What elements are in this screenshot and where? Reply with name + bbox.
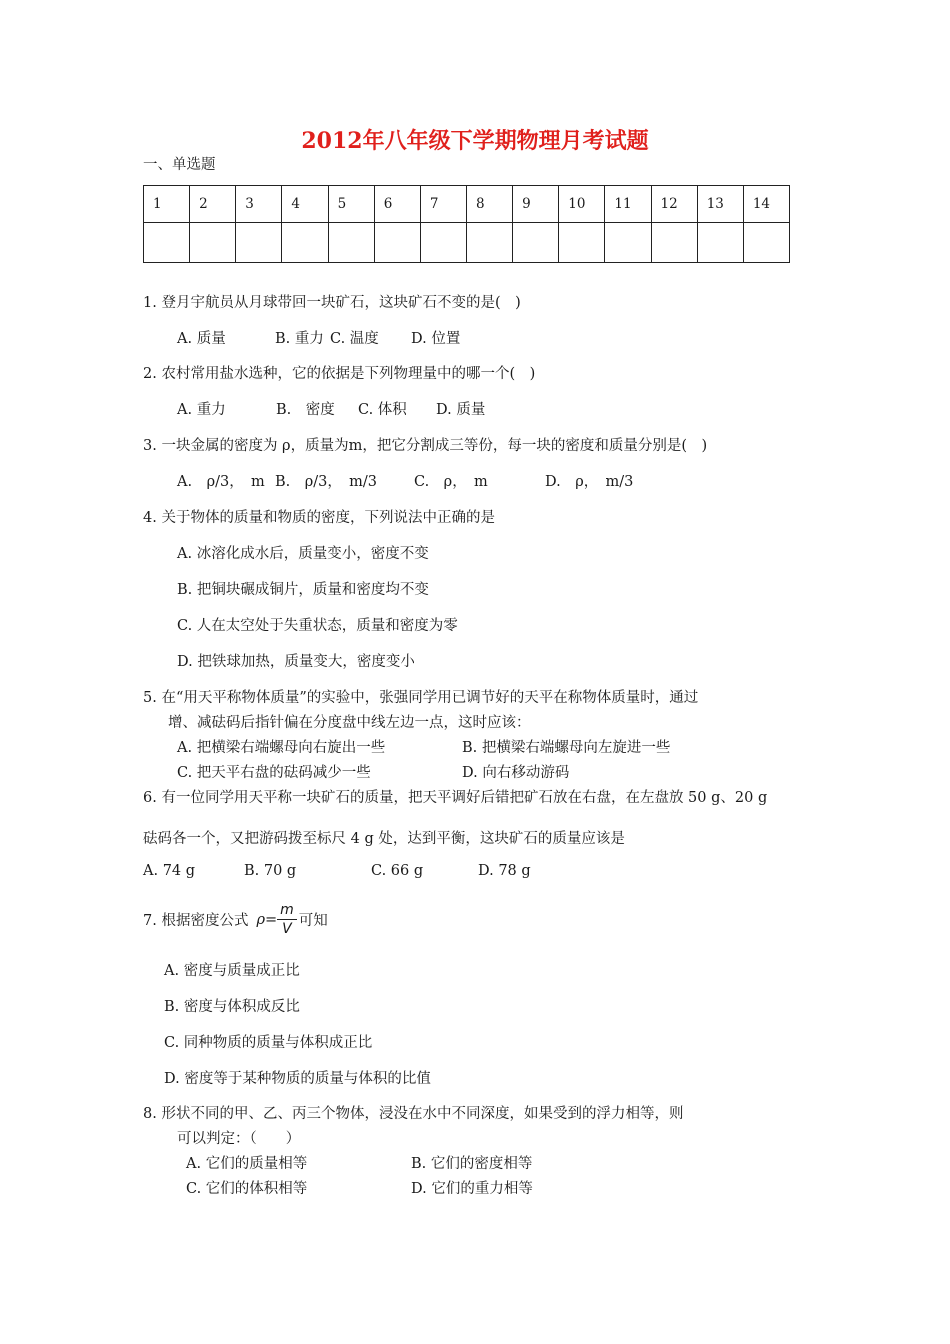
answer-blank-cell[interactable] bbox=[559, 223, 605, 263]
question-6-option-d: D. 78 g bbox=[478, 863, 531, 879]
question-8-stem: 8. 形状不同的甲、乙、丙三个物体，浸没在水中不同深度，如果受到的浮力相等，则 bbox=[143, 1106, 684, 1122]
answer-number-cell: 10 bbox=[559, 186, 605, 223]
question-2-stem: 2. 农村常用盐水选种，它的依据是下列物理量中的哪一个( ) bbox=[143, 366, 536, 382]
answer-blank-cell[interactable] bbox=[513, 223, 559, 263]
question-7-option-b: B. 密度与体积成反比 bbox=[164, 999, 300, 1015]
question-8-option-a: A. 它们的质量相等 bbox=[186, 1156, 308, 1172]
answer-number-cell: 13 bbox=[697, 186, 743, 223]
answer-blank-cell[interactable] bbox=[144, 223, 190, 263]
question-3-option-c: C. ρ， m bbox=[414, 474, 488, 490]
answer-number-cell: 5 bbox=[328, 186, 374, 223]
question-6-option-b: B. 70 g bbox=[244, 863, 297, 879]
question-5-option-d: D. 向右移动游码 bbox=[462, 765, 570, 781]
question-4-option-b: B. 把铜块碾成铜片，质量和密度均不变 bbox=[177, 582, 429, 598]
answer-number-cell: 6 bbox=[374, 186, 420, 223]
question-8-stem-cont: 可以判定：（ ） bbox=[177, 1131, 301, 1147]
answer-number-cell: 7 bbox=[420, 186, 466, 223]
question-4-stem: 4. 关于物体的质量和物质的密度，下列说法中正确的是 bbox=[143, 510, 495, 526]
page-title: 2012年八年级下学期物理月考试题 bbox=[301, 128, 649, 154]
question-6-stem: 6. 有一位同学用天平称一块矿石的质量，把天平调好后错把矿石放在右盘，在左盘放 50 g、20 g bbox=[143, 790, 768, 806]
answer-number-cell: 2 bbox=[190, 186, 236, 223]
question-7-stem bbox=[143, 902, 328, 937]
answer-number-cell: 12 bbox=[651, 186, 697, 223]
question-1-option-b: B. 重力 bbox=[275, 331, 324, 347]
question-8-option-d: D. 它们的重力相等 bbox=[411, 1181, 533, 1197]
question-6-option-a: A. 74 g bbox=[143, 863, 196, 879]
answer-number-cell: 14 bbox=[743, 186, 789, 223]
answer-table-blank-row bbox=[144, 223, 790, 263]
answer-blank-cell[interactable] bbox=[743, 223, 789, 263]
question-7-option-a: A. 密度与质量成正比 bbox=[164, 963, 300, 979]
question-6-option-c: C. 66 g bbox=[371, 863, 424, 879]
answer-number-cell: 4 bbox=[282, 186, 328, 223]
answer-number-cell: 11 bbox=[605, 186, 651, 223]
answer-blank-cell[interactable] bbox=[282, 223, 328, 263]
question-1-option-c: C. 温度 bbox=[330, 331, 379, 347]
question-7-stem-suffix: 可知 bbox=[298, 913, 328, 929]
question-2-option-a: A. 重力 bbox=[177, 402, 226, 418]
density-formula-denominator: V bbox=[282, 921, 292, 937]
question-6-stem-cont: 砝码各一个，又把游码拨至标尺 4 g 处，达到平衡，这块矿石的质量应该是 bbox=[143, 831, 625, 847]
question-2-option-c: C. 体积 bbox=[358, 402, 407, 418]
question-4-option-c: C. 人在太空处于失重状态，质量和密度为零 bbox=[177, 618, 458, 634]
section-heading: 一、单选题 bbox=[143, 157, 216, 173]
question-2-option-b: B. 密度 bbox=[276, 402, 335, 418]
question-3-option-a: A. ρ/3， m bbox=[177, 474, 265, 490]
question-1-stem: 1. 登月宇航员从月球带回一块矿石，这块矿石不变的是( ) bbox=[143, 295, 521, 311]
question-5-option-c: C. 把天平右盘的砝码减少一些 bbox=[177, 765, 371, 781]
question-5-stem: 5. 在“用天平称物体质量”的实验中，张强同学用已调节好的天平在称物体质量时，通过 bbox=[143, 690, 699, 706]
question-1-option-a: A. 质量 bbox=[177, 331, 226, 347]
question-8-option-b: B. 它们的密度相等 bbox=[411, 1156, 533, 1172]
answer-number-cell: 9 bbox=[513, 186, 559, 223]
question-3-option-b: B. ρ/3， m/3 bbox=[275, 474, 378, 490]
answer-blank-cell[interactable] bbox=[605, 223, 651, 263]
question-2-option-d: D. 质量 bbox=[436, 402, 486, 418]
question-4-option-d: D. 把铁球加热，质量变大，密度变小 bbox=[177, 654, 415, 670]
density-formula-numerator: m bbox=[277, 902, 297, 920]
question-7-option-d: D. 密度等于某种物质的质量与体积的比值 bbox=[164, 1071, 431, 1087]
density-formula-lhs: ρ= bbox=[256, 911, 278, 928]
question-7-option-c: C. 同种物质的质量与体积成正比 bbox=[164, 1035, 373, 1051]
question-8-option-c: C. 它们的体积相等 bbox=[186, 1181, 308, 1197]
answer-table-header-row bbox=[144, 186, 790, 223]
answer-blank-cell[interactable] bbox=[236, 223, 282, 263]
question-5-option-a: A. 把横梁右端螺母向右旋出一些 bbox=[177, 740, 386, 756]
question-5-option-b: B. 把横梁右端螺母向左旋进一些 bbox=[462, 740, 671, 756]
question-3-stem: 3. 一块金属的密度为 ρ，质量为m，把它分割成三等份，每一块的密度和质量分别是( ) bbox=[143, 438, 708, 454]
answer-blank-cell[interactable] bbox=[697, 223, 743, 263]
question-4-option-a: A. 冰溶化成水后，质量变小，密度不变 bbox=[177, 546, 429, 562]
answer-blank-cell[interactable] bbox=[651, 223, 697, 263]
question-1-option-d: D. 位置 bbox=[411, 331, 461, 347]
answer-blank-cell[interactable] bbox=[190, 223, 236, 263]
answer-blank-cell[interactable] bbox=[374, 223, 420, 263]
answer-table bbox=[143, 185, 790, 263]
answer-number-cell: 3 bbox=[236, 186, 282, 223]
answer-number-cell: 8 bbox=[466, 186, 512, 223]
answer-number-cell: 1 bbox=[144, 186, 190, 223]
question-7-stem-prefix: 7. 根据密度公式 bbox=[143, 913, 249, 929]
answer-blank-cell[interactable] bbox=[328, 223, 374, 263]
question-5-stem-cont: 增、减砝码后指针偏在分度盘中线左边一点，这时应该： bbox=[168, 715, 531, 731]
density-formula-fraction bbox=[277, 902, 297, 937]
answer-blank-cell[interactable] bbox=[420, 223, 466, 263]
answer-blank-cell[interactable] bbox=[466, 223, 512, 263]
question-3-option-d: D. ρ， m/3 bbox=[545, 474, 634, 490]
